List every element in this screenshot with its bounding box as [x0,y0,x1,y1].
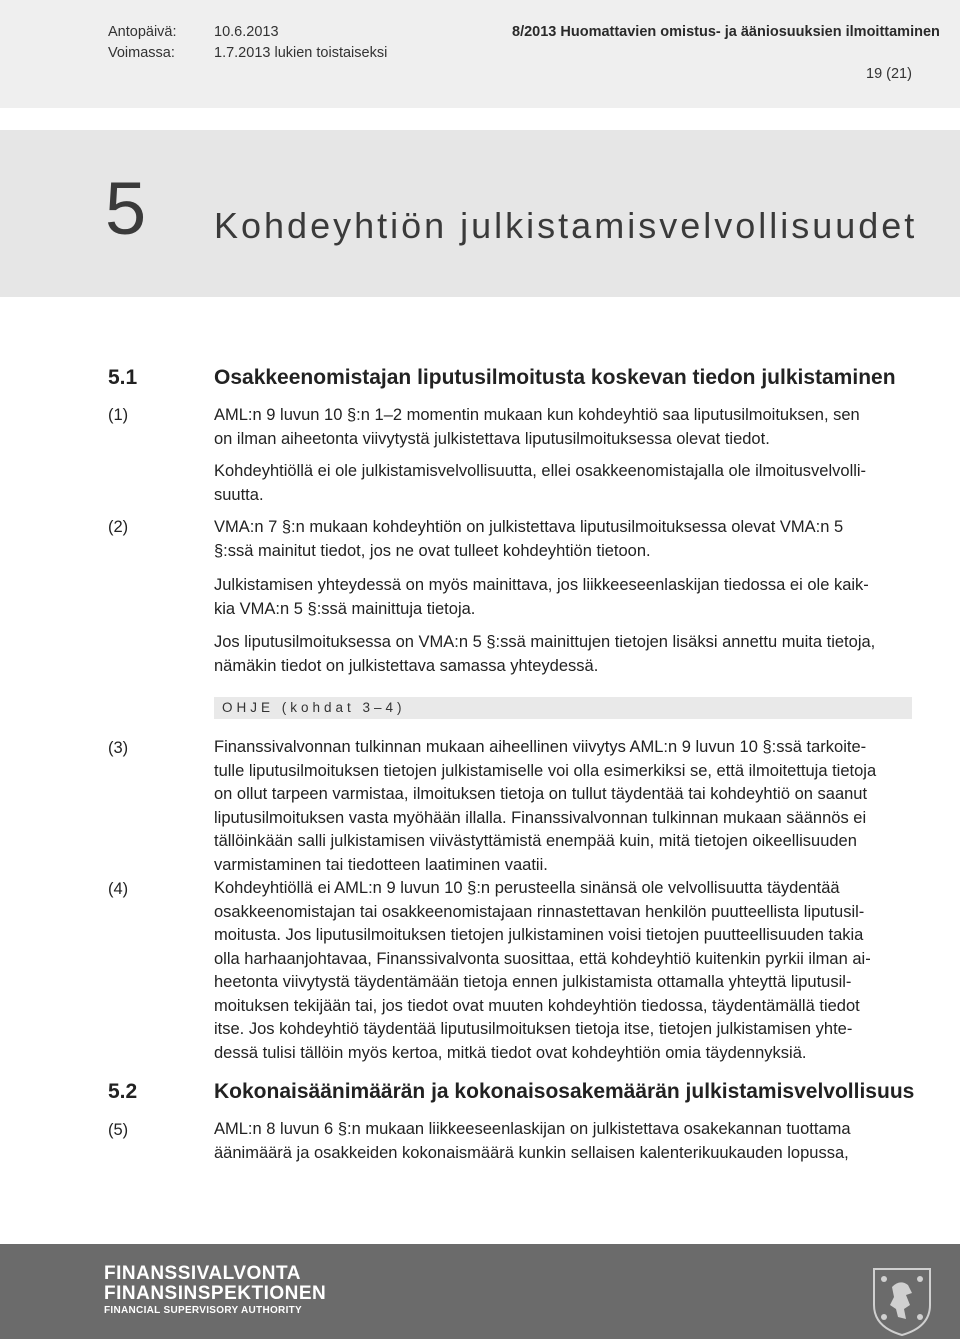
text-line: suutta. [214,485,264,504]
paragraph-number: (3) [108,739,129,757]
paragraph-number: (2) [108,518,129,536]
text-line: osakkeenomistajan tai osakkeenomistajaan rinnastettavan henkilön puutteellista liputusil- [214,902,865,921]
paragraph-2-text [214,516,914,563]
text-line: olla harhaanjohtavaa, Finanssivalvonta suosittaa, että kohdeyhtiö kuitenkin pyrkii ilman ai- [214,949,871,968]
text-line: nämäkin tiedot on julkistettava samassa yhteydessä. [214,656,599,675]
text-line: dessä tulisi tällöin myös kertoa, mitkä tiedot ovat kohdeyhtiön omia täydennyksiä. [214,1043,807,1062]
text-line: Kohdeyhtiöllä ei ole julkistamisvelvollisuutta, ellei osakkeenomistajalla ole ilmoitusvelvolli- [214,462,867,480]
paragraph-1-text [214,404,914,451]
section-title: Osakkeenomistajan liputusilmoitusta koskevan tiedon julkistaminen [214,366,896,389]
logo-text-finnish: FINANSSIVALVONTA [104,1263,301,1284]
paragraph-number: (1) [108,406,129,424]
text-line: on ilman aiheetonta viivytystä julkistettava liputusilmoituksessa olevat tiedot. [214,429,770,448]
paragraph-2-continuation [214,574,914,621]
paragraph-4-text [214,877,914,1065]
paragraph-3-text [214,736,914,877]
voimassa-value: 1.7.2013 lukien toistaiseksi [214,45,388,61]
paragraph-5-text [214,1118,914,1165]
antopaiva-label: Antopäivä: [108,24,177,40]
logo-text-english: FINANCIAL SUPERVISORY AUTHORITY [104,1305,303,1316]
text-line: tällöinkään salli julkistamisen viivästyttämistä enempää kuin, mitä tietojen oikeellisuuden [214,832,857,850]
lion-crest-icon [870,1265,934,1337]
voimassa-label: Voimassa: [108,45,175,61]
text-line: liputusilmoituksen vasta myöhään illalla. Finanssivalvonnan tulkinnan mukaan säännös ei [214,808,867,827]
text-line: Finanssivalvonnan tulkinnan mukaan aiheellinen viivytys AML:n 9 luvun 10 §:ssä tarkoite- [214,738,867,756]
text-line: itse. Jos kohdeyhtiö täydentää liputusilmoituksen tietoja itse, tietojen julkistamisen yhte- [214,1020,853,1038]
text-line: moitusta. Jos liputusilmoituksen tietojen julkistaminen voisi tietojen puutteellisuuden takia [214,926,864,944]
page-number: 19 (21) [866,66,912,82]
text-line: äänimäärä ja osakkeiden kokonaismäärä kunkin sellaisen kalenterikuukauden lopussa, [214,1143,849,1162]
text-line: Jos liputusilmoituksessa on VMA:n 5 §:ssä mainittujen tietojen lisäksi annettu muita tietoja, [214,633,876,651]
paragraph-number: (4) [108,880,129,898]
section-title: Kokonaisäänimäärän ja kokonaisosakemäärän julkistamisvelvollisuus [214,1080,915,1103]
section-number: 5.2 [108,1080,138,1103]
text-line: on ollut tarpeen varmistaa, ilmoituksen tietoja on tullut täydentää tai kohdeyhtiö on saanut [214,785,868,803]
text-line: kia VMA:n 5 §:ssä mainittuja tietoja. [214,599,476,618]
text-line: heetonta viivytystä täydentämään tietoja ennen julkistamista ottamalla yhteyttä liputusil- [214,973,852,991]
text-line: varmistaminen tai tiedotteen laatiminen vaatii. [214,855,548,874]
text-line: VMA:n 7 §:n mukaan kohdeyhtiön on julkistettava liputusilmoituksessa olevat VMA:n 5 [214,518,844,536]
text-line: moituksen tekijään tai, jos tiedot ovat muuten kohdeyhtiön tiedossa, täydentämällä tiedot [214,996,860,1015]
paragraph-2-continuation [214,631,914,678]
text-line: Julkistamisen yhteydessä on myös mainittava, jos liikkeeseenlaskijan tiedossa ei ole kaik- [214,576,869,594]
chapter-title: Kohdeyhtiön julkistamisvelvollisuudet [214,205,918,246]
document-title: 8/2013 Huomattavien omistus- ja ääniosuuksien ilmoittaminen [512,24,940,40]
text-line: AML:n 8 luvun 6 §:n mukaan liikkeeseenlaskijan on julkistettava osakekannan tuottama [214,1120,851,1138]
text-line: AML:n 9 luvun 10 §:n 1–2 momentin mukaan kun kohdeyhtiö saa liputusilmoituksen, sen [214,406,860,424]
text-line: Kohdeyhtiöllä ei AML:n 9 luvun 10 §:n perusteella sinänsä ole velvollisuutta täydentää [214,879,840,897]
chapter-number: 5 [105,167,147,250]
paragraph-1-continuation [214,460,914,507]
paragraph-number: (5) [108,1121,129,1139]
section-number: 5.1 [108,366,138,389]
guidance-label: OHJE (kohdat 3–4) [222,700,406,715]
text-line: tulle liputusilmoituksen tietojen julkistamiselle voi olla esimerkiksi se, että ilmoitettuja tietoja [214,761,877,780]
logo-text-swedish: FINANSINSPEKTIONEN [104,1283,327,1304]
antopaiva-value: 10.6.2013 [214,24,279,40]
text-line: §:ssä mainitut tiedot, jos ne ovat tulleet kohdeyhtiön tietoon. [214,541,651,560]
